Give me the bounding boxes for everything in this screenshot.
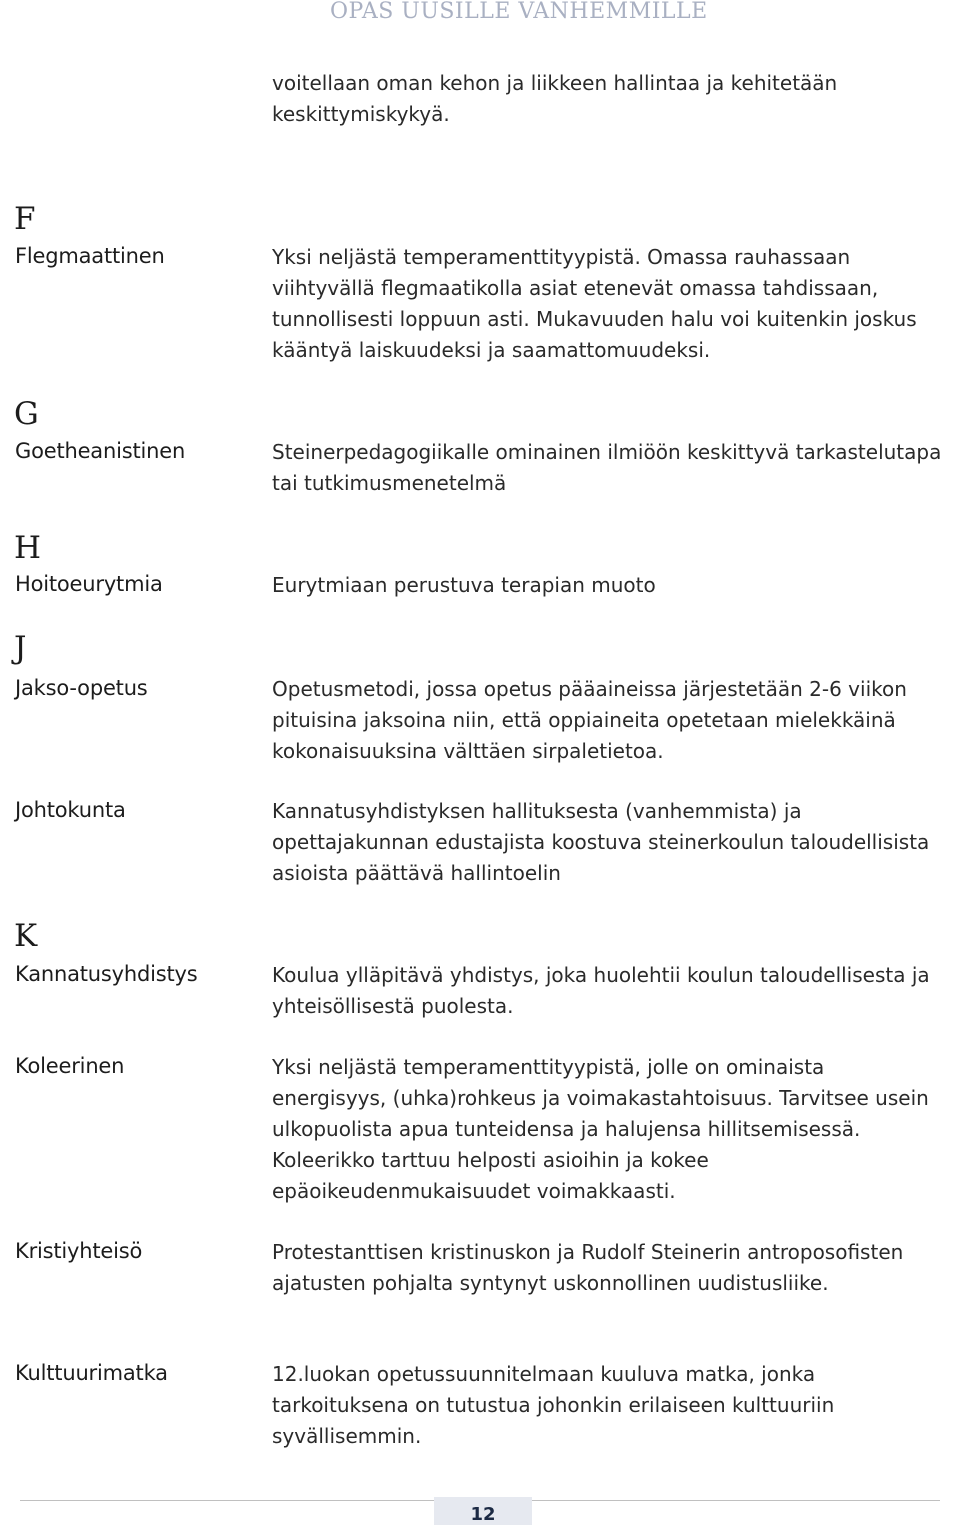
section-letter-f: F [14,201,36,237]
term-koleerinen: Koleerinen [15,1054,125,1078]
term-flegmaattinen: Flegmaattinen [15,244,165,268]
running-header: OPAS UUSILLE VANHEMMILLE [330,0,708,24]
definition-kulttuurimatka: 12.luokan opetussuunnitelmaan kuuluva matka, jonka tarkoituksena on tutustua johonkin erilaiseen kulttuuriin syvällisemmin. [272,1362,835,1448]
section-letter-g: G [14,396,39,432]
definition-kannatusyhdistys: Koulua ylläpitävä yhdistys, joka huolehtii koulun taloudellisesta ja yhteisöllisestä puolesta. [272,963,930,1018]
term-hoitoeurytmia: Hoitoeurytmia [15,572,163,596]
definition-kristiyhteiso: Protestanttisen kristinuskon ja Rudolf Steinerin antroposofisten ajatusten pohjalta syntynyt uskonnollinen uudistusliike. [272,1240,904,1295]
definition-jakso-opetus: Opetusmetodi, jossa opetus pääaineissa järjestetään 2-6 viikon pituisina jaksoina niin, että oppiaineita opetetaan mielekkäinä kokonaisuuksina välttäen sirpaletietoa. [272,677,907,763]
term-goetheanistinen: Goetheanistinen [15,439,186,463]
term-kristiyhteiso: Kristiyhteisö [15,1239,143,1263]
section-letter-k: K [14,918,38,954]
section-letter-h: H [14,530,42,566]
page-number: 12 [434,1497,532,1525]
term-kulttuurimatka: Kulttuurimatka [15,1361,168,1385]
definition-hoitoeurytmia: Eurytmiaan perustuva terapian muoto [272,573,656,597]
term-jakso-opetus: Jakso-opetus [15,676,148,700]
section-letter-j: J [14,630,27,666]
term-kannatusyhdistys: Kannatusyhdistys [15,962,198,986]
definition-johtokunta: Kannatusyhdistyksen hallituksesta (vanhemmista) ja opettajakunnan edustajista koostuva steinerkoulun taloudellisista asioista päättävä hallintoelin [272,799,930,885]
intro-text: voitellaan oman kehon ja liikkeen hallintaa ja kehitetään keskittymiskykyä. [272,71,838,126]
term-johtokunta: Johtokunta [15,798,126,822]
definition-koleerinen: Yksi neljästä temperamenttityypistä, jolle on ominaista energisyys, (uhka)rohkeus ja voimakastahtoisuus. Tarvitsee usein ulkopuolista apua tunteidensa ja halujensa hillitsemisessä. Koleerikko tarttuu helposti asioihin ja kokee epäoikeudenmukaisuudet voimakkaasti. [272,1055,929,1203]
definition-goetheanistinen: Steinerpedagogiikalle ominainen ilmiöön keskittyvä tarkastelutapa tai tutkimusmenetelmä [272,440,942,495]
definition-flegmaattinen: Yksi neljästä temperamenttityypistä. Omassa rauhassaan viihtyvällä flegmaatikolla asiat etenevät omassa tahdissaan, tunnollisesti loppuun asti. Mukavuuden halu voi kuitenkin joskus kääntyä laiskuudeksi ja saamattomuudeksi. [272,245,917,362]
